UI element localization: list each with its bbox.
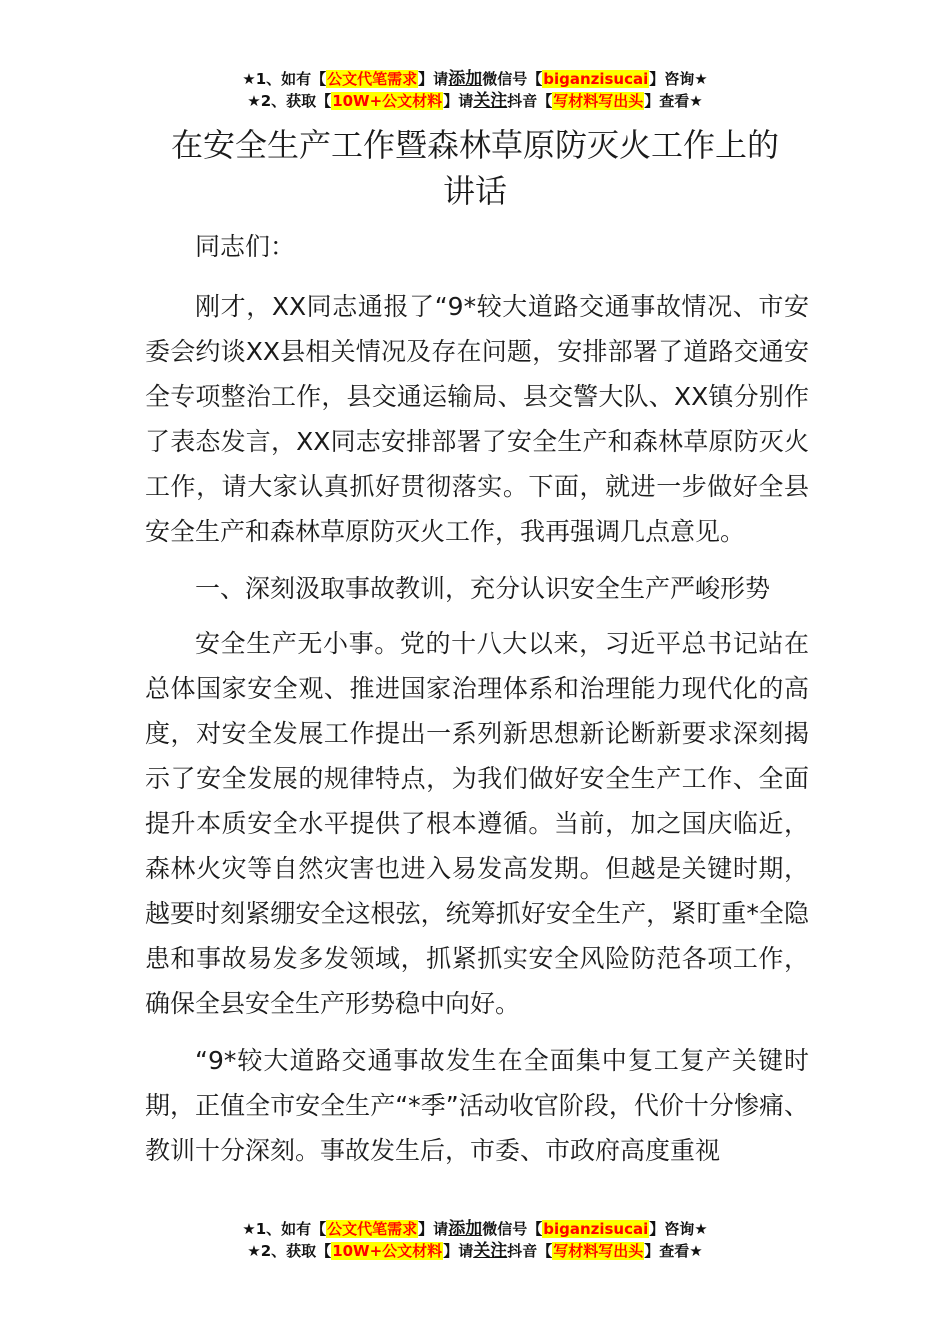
promo-wechat-id[interactable]: biganzisucai (543, 70, 649, 88)
paragraph: 安全生产无小事。党的十八大以来，习近平总书记站在总体国家安全观、推进国家治理体系和治理能力现代化的高度，对安全发展工作提出一系列新思想新论断新要求深刻揭示了安全发展的规律特点，为我们做好安全生产工作、全面提升本质安全水平提供了根本遵循。当前，加之国庆临近，森林火灾等自然灾害也进入易发高发期。但越是关键时期，越要时刻紧绷安全这根弦，统筹抓好安全生产，紧盯重*全隐患和事故易发多发领域，抓紧抓实安全风险防范各项工作，确保全县安全生产形势稳中向好。 (145, 629, 809, 1018)
document-title (100, 122, 850, 214)
section-heading: 一、深刻汲取事故教训，充分认识安全生产严峻形势 (195, 574, 771, 603)
promo-wechat-id[interactable]: biganzisucai (543, 1220, 649, 1238)
promo-banner-top (0, 68, 950, 112)
promo-line-1 (0, 68, 950, 90)
promo-text: 】请 (418, 1220, 449, 1238)
promo-line-1 (0, 1218, 950, 1240)
promo-underline: 关注 (473, 91, 508, 111)
promo-text: 】请 (443, 1242, 474, 1260)
promo-underline: 添加 (448, 1219, 483, 1239)
promo-text: 】请 (443, 92, 474, 110)
promo-text: 】查看★ (644, 92, 703, 110)
promo-text: 】咨询★ (649, 1220, 708, 1238)
promo-text: ★2、获取【 (247, 92, 332, 110)
promo-banner-bottom (0, 1218, 950, 1262)
promo-line-2 (0, 90, 950, 112)
document-body (145, 224, 809, 1185)
promo-underline: 关注 (473, 1241, 508, 1261)
promo-text: 抖音【 (507, 1242, 553, 1260)
promo-text: ★1、如有【 (242, 70, 327, 88)
promo-highlight: 10W+公文材料 (332, 1242, 443, 1260)
promo-text: 抖音【 (507, 92, 553, 110)
promo-text: 微信号【 (482, 70, 543, 88)
promo-highlight: 公文代笔需求 (327, 70, 418, 88)
promo-douyin-id[interactable]: 写材料写出头 (553, 1242, 644, 1260)
promo-highlight: 公文代笔需求 (327, 1220, 418, 1238)
paragraph: “9*较大道路交通事故发生在全面集中复工复产关键时期，正值全市安全生产“*季”活动收官阶段，代价十分惨痛、教训十分深刻。事故发生后，市委、市政府高度重视 (145, 1046, 809, 1165)
promo-line-2 (0, 1240, 950, 1262)
title-line-2: 讲话 (442, 172, 507, 210)
paragraph: 刚才，XX同志通报了“9*较大道路交通事故情况、市安委会约谈XX县相关情况及存在问题，安排部署了道路交通安全专项整治工作，县交通运输局、县交警大队、XX镇分别作了表态发言，XX同志安排部署了安全生产和森林草原防灭火工作，请大家认真抓好贯彻落实。下面，就进一步做好全县安全生产和森林草原防灭火工作，我再强调几点意见。 (145, 292, 809, 546)
promo-text: 微信号【 (482, 1220, 543, 1238)
promo-text: 】查看★ (644, 1242, 703, 1260)
promo-text: 】请 (418, 70, 449, 88)
promo-text: ★2、获取【 (247, 1242, 332, 1260)
salutation: 同志们： (195, 232, 296, 261)
promo-text: ★1、如有【 (242, 1220, 327, 1238)
title-line-1: 在安全生产工作暨森林草原防灭火工作上的 (170, 126, 779, 164)
promo-douyin-id[interactable]: 写材料写出头 (553, 92, 644, 110)
promo-text: 】咨询★ (649, 70, 708, 88)
promo-highlight: 10W+公文材料 (332, 92, 443, 110)
promo-underline: 添加 (448, 69, 483, 89)
